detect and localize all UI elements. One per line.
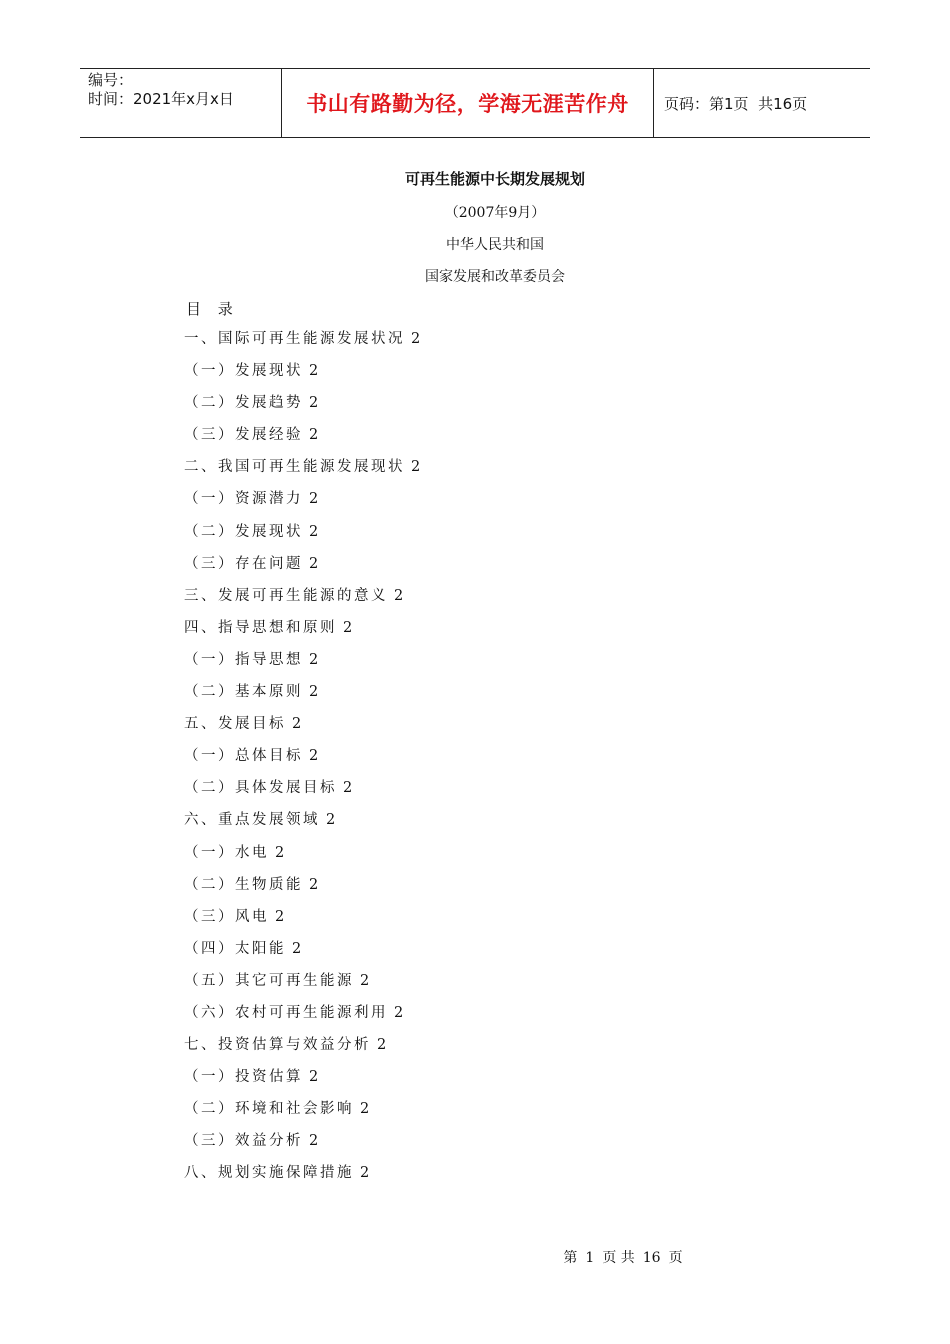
- toc-entry-text: （五）其它可再生能源: [184, 972, 354, 989]
- toc-entry-page: 2: [292, 716, 302, 733]
- toc-entry-page: 2: [309, 748, 319, 765]
- toc-entry-page: 2: [309, 1069, 319, 1086]
- toc-entry-page: 2: [309, 523, 319, 540]
- toc-entry-page: 2: [309, 363, 319, 380]
- toc-entry[interactable]: [184, 328, 420, 360]
- issuer-line-2: 国家发展和改革委员会: [425, 269, 565, 285]
- toc-entry-page: 2: [343, 619, 353, 636]
- toc-entry-page: 2: [377, 1037, 387, 1054]
- toc-entry-page: 2: [309, 427, 319, 444]
- toc-entry[interactable]: [184, 713, 420, 745]
- toc-entry-text: （一）资源潜力: [184, 491, 303, 508]
- toc-entry[interactable]: [184, 456, 420, 488]
- toc-entry-page: 2: [411, 459, 421, 476]
- toc-entry[interactable]: [184, 842, 420, 874]
- toc-entry[interactable]: [184, 488, 420, 520]
- toc-entry-text: （三）风电: [184, 908, 269, 925]
- toc-entry-text: （二）发展现状: [184, 523, 303, 540]
- document-title: 可再生能源中长期发展规划: [404, 170, 585, 188]
- date-label: 时间：2021年x月x日: [88, 90, 234, 108]
- toc-entry-page: 2: [292, 940, 302, 957]
- toc-entry-page: 2: [309, 651, 319, 668]
- toc-entry-text: （三）发展经验: [184, 427, 303, 444]
- toc-entry-page: 2: [309, 395, 319, 412]
- toc-entry-page: 2: [394, 1004, 404, 1021]
- toc-entry-text: 三、发展可再生能源的意义: [184, 587, 388, 604]
- toc-entry-text: （二）环境和社会影响: [184, 1101, 354, 1118]
- page-header: [80, 68, 870, 138]
- toc-entry[interactable]: [184, 553, 420, 585]
- toc-entry-page: 2: [360, 972, 370, 989]
- toc-entry[interactable]: [184, 1162, 420, 1194]
- toc-entry[interactable]: [184, 1066, 420, 1098]
- toc-entry[interactable]: [184, 617, 420, 649]
- toc-entry-text: （二）生物质能: [184, 876, 303, 893]
- toc-entry[interactable]: [184, 1002, 420, 1034]
- toc-entry[interactable]: [184, 521, 420, 553]
- toc-entry-page: 2: [309, 1133, 319, 1150]
- document-date: （2007年9月）: [444, 205, 546, 221]
- footer-prefix: 第: [563, 1250, 578, 1266]
- toc-entry-text: （一）投资估算: [184, 1069, 303, 1086]
- toc-entry-text: （四）太阳能: [184, 940, 286, 957]
- toc-entry-text: （一）指导思想: [184, 651, 303, 668]
- toc-entry[interactable]: [184, 970, 420, 1002]
- toc-entry-page: 2: [360, 1165, 370, 1182]
- footer-current-page: 1: [585, 1250, 595, 1266]
- toc-entry-page: 2: [360, 1101, 370, 1118]
- toc-entry[interactable]: [184, 681, 420, 713]
- toc-entry-page: 2: [275, 908, 285, 925]
- header-meta: [80, 69, 282, 137]
- toc-entry-text: 五、发展目标: [184, 716, 286, 733]
- toc-entry-page: 2: [309, 491, 319, 508]
- slogan: 书山有路勤为径，学海无涯苦作舟: [306, 92, 629, 116]
- toc-entry-text: （一）发展现状: [184, 363, 303, 380]
- toc-entry[interactable]: [184, 874, 420, 906]
- toc-entry-text: （二）具体发展目标: [184, 780, 337, 797]
- toc-entry[interactable]: [184, 745, 420, 777]
- toc-entry-text: （一）总体目标: [184, 748, 303, 765]
- toc-entry-text: （三）存在问题: [184, 555, 303, 572]
- toc-entry-text: （二）基本原则: [184, 684, 303, 701]
- header-slogan-cell: [282, 69, 654, 137]
- toc-entry-text: 二、我国可再生能源发展现状: [184, 459, 405, 476]
- toc-entry-text: （三）效益分析: [184, 1133, 303, 1150]
- toc-entry[interactable]: [184, 649, 420, 681]
- toc-entry-text: （二）发展趋势: [184, 395, 303, 412]
- toc-entry[interactable]: [184, 392, 420, 424]
- header-page-cell: [654, 69, 870, 137]
- toc-entry-page: 2: [343, 780, 353, 797]
- serial-label: 编号：: [88, 71, 134, 89]
- toc-entry[interactable]: [184, 777, 420, 809]
- toc-entry[interactable]: [184, 906, 420, 938]
- toc-entry-text: 六、重点发展领域: [184, 812, 320, 829]
- toc-entry-text: 一、国际可再生能源发展状况: [184, 331, 405, 347]
- toc-entry-text: （六）农村可再生能源利用: [184, 1004, 388, 1021]
- footer-total-pages: 16: [642, 1250, 661, 1266]
- toc-entry[interactable]: [184, 1098, 420, 1130]
- toc-entry[interactable]: [184, 1130, 420, 1162]
- toc-entry-page: 2: [411, 331, 421, 347]
- page-footer: [0, 1247, 950, 1267]
- toc-entry-text: （一）水电: [184, 844, 269, 861]
- toc-heading: 目 录: [186, 300, 239, 318]
- toc-entry-page: 2: [275, 844, 285, 861]
- toc-entry-text: 四、指导思想和原则: [184, 619, 337, 636]
- toc-entry-page: 2: [326, 812, 336, 829]
- toc-entry-page: 2: [309, 684, 319, 701]
- toc-entry[interactable]: [184, 585, 420, 617]
- page-label: 页码：第1页 共16页: [664, 94, 808, 113]
- toc-entry-page: 2: [309, 555, 319, 572]
- toc-entry-page: 2: [394, 587, 404, 604]
- toc-entry-text: 七、投资估算与效益分析: [184, 1037, 371, 1054]
- toc-entry-text: 八、规划实施保障措施: [184, 1165, 354, 1182]
- toc-entry[interactable]: [184, 809, 420, 841]
- toc-entry-page: 2: [309, 876, 319, 893]
- issuer-line-1: 中华人民共和国: [446, 237, 544, 253]
- toc-entry[interactable]: [184, 424, 420, 456]
- footer-suffix: 页: [668, 1250, 683, 1266]
- table-of-contents: [184, 328, 420, 1195]
- toc-entry[interactable]: [184, 1034, 420, 1066]
- toc-entry[interactable]: [184, 938, 420, 970]
- toc-entry[interactable]: [184, 360, 420, 392]
- footer-middle: 页 共: [602, 1250, 635, 1266]
